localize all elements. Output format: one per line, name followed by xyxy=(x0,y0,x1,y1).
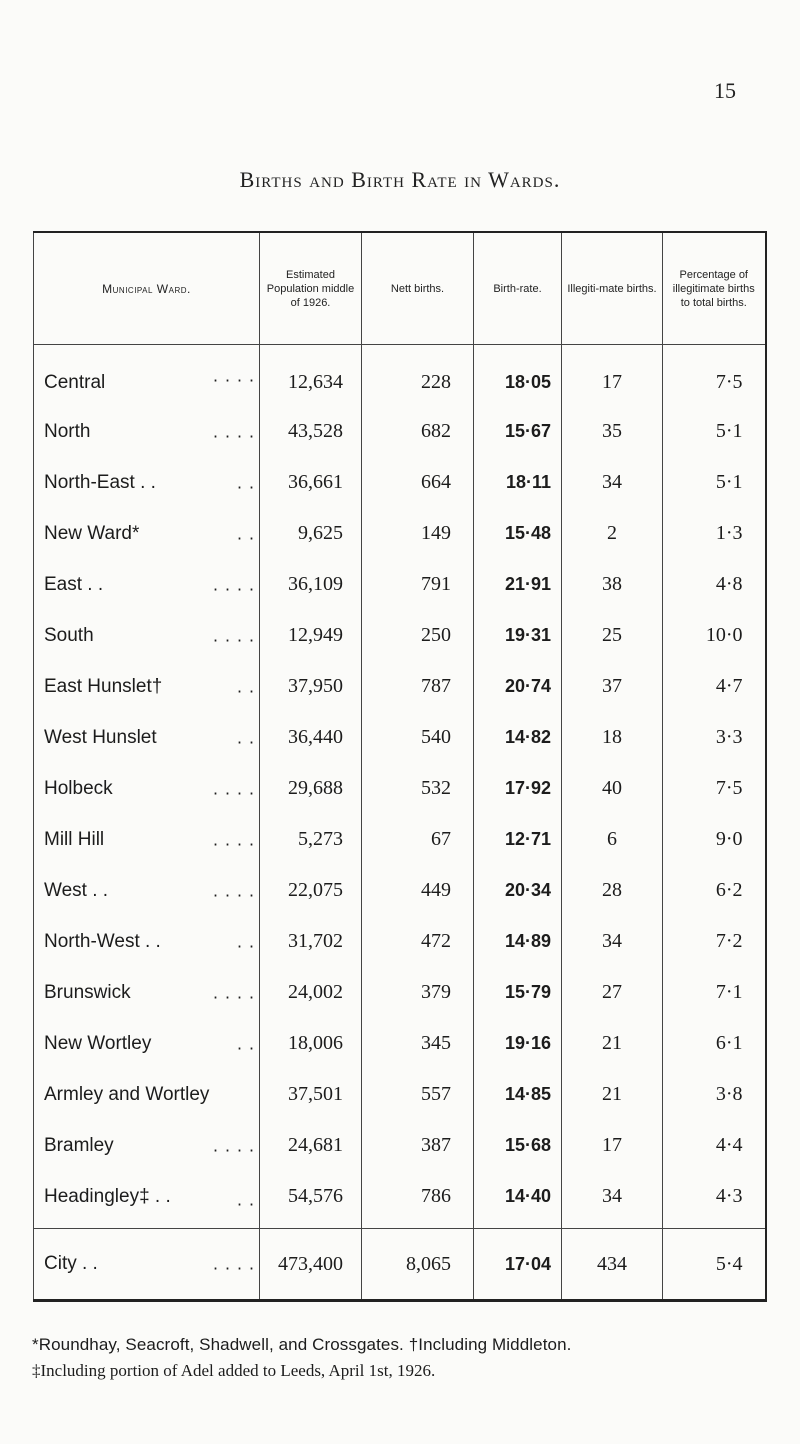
births-cell: 787 xyxy=(362,661,474,712)
births-cell: 345 xyxy=(362,1018,474,1069)
ward-name: Central xyxy=(44,371,106,393)
leader-dots: . . xyxy=(236,676,255,696)
illegitimate-cell: 18 xyxy=(562,712,663,763)
leader-dots: . . . . xyxy=(212,829,255,849)
illegitimate-cell: 25 xyxy=(562,610,663,661)
births-cell: 791 xyxy=(362,559,474,610)
births-cell: 786 xyxy=(362,1171,474,1229)
ward-cell xyxy=(34,508,260,559)
ward-name: West Hunslet xyxy=(44,726,157,748)
ward-name: New Ward* xyxy=(44,522,140,544)
percentage-cell: 9·0 xyxy=(663,814,766,865)
rate-cell: 18·05 xyxy=(474,345,562,407)
ward-cell xyxy=(34,559,260,610)
percentage-cell: 5·1 xyxy=(663,406,766,457)
births-cell: 67 xyxy=(362,814,474,865)
ward-cell xyxy=(34,865,260,916)
population-cell: 18,006 xyxy=(260,1018,362,1069)
illegitimate-cell: 28 xyxy=(562,865,663,916)
rate-cell: 20·34 xyxy=(474,865,562,916)
rate-cell: 19·16 xyxy=(474,1018,562,1069)
rate-cell: 14·40 xyxy=(474,1171,562,1229)
leader-dots: . . xyxy=(236,727,255,747)
table-row xyxy=(34,345,766,407)
ward-cell xyxy=(34,763,260,814)
illegitimate-cell: 6 xyxy=(562,814,663,865)
births-cell: 8,065 xyxy=(362,1229,474,1301)
leader-dots: . . . . xyxy=(212,1253,255,1274)
ward-name: Brunswick xyxy=(44,981,131,1003)
percentage-cell: 6·2 xyxy=(663,865,766,916)
percentage-cell: 7·5 xyxy=(663,345,766,407)
percentage-cell: 7·1 xyxy=(663,967,766,1018)
percentage-cell: 3·3 xyxy=(663,712,766,763)
ward-name: Holbeck xyxy=(44,777,113,799)
ward-name: Mill Hill xyxy=(44,828,105,850)
page-title: Births and Birth Rate in Wards. xyxy=(239,167,561,192)
ward-cell xyxy=(34,406,260,457)
births-table xyxy=(33,231,767,1302)
percentage-cell: 10·0 xyxy=(663,610,766,661)
illegitimate-cell: 38 xyxy=(562,559,663,610)
header-row xyxy=(34,232,766,345)
ward-cell xyxy=(34,967,260,1018)
ward-name: Headingley‡ . . xyxy=(44,1185,171,1207)
population-cell: 36,109 xyxy=(260,559,362,610)
rate-cell: 17·04 xyxy=(474,1229,562,1301)
ward-cell xyxy=(34,661,260,712)
leader-dots: . . xyxy=(236,1033,255,1053)
ward-cell xyxy=(34,610,260,661)
population-cell: 24,681 xyxy=(260,1120,362,1171)
population-cell: 54,576 xyxy=(260,1171,362,1229)
rate-cell: 15·48 xyxy=(474,508,562,559)
footnotes xyxy=(32,1332,772,1384)
percentage-cell: 4·4 xyxy=(663,1120,766,1171)
table-row xyxy=(34,865,766,916)
population-cell: 12,949 xyxy=(260,610,362,661)
illegitimate-cell: 21 xyxy=(562,1069,663,1120)
population-cell: 12,634 xyxy=(260,345,362,407)
population-cell: 5,273 xyxy=(260,814,362,865)
births-cell: 557 xyxy=(362,1069,474,1120)
rate-cell: 15·79 xyxy=(474,967,562,1018)
rate-cell: 14·82 xyxy=(474,712,562,763)
header-rate: Birth-rate. xyxy=(474,232,562,345)
ward-cell xyxy=(34,712,260,763)
ward-cell xyxy=(34,916,260,967)
table-header xyxy=(34,232,766,345)
births-cell: 387 xyxy=(362,1120,474,1171)
footnote-1: *Roundhay, Seacroft, Shadwell, and Crossgates. †Including Middleton. xyxy=(32,1335,572,1354)
leader-dots: . . xyxy=(236,472,255,492)
births-cell: 149 xyxy=(362,508,474,559)
leader-dots: . . . . xyxy=(212,880,255,900)
ward-name: North-East . . xyxy=(44,471,156,493)
ward-cell xyxy=(34,814,260,865)
table-body xyxy=(34,345,766,1301)
table-row xyxy=(34,406,766,457)
leader-dots: . . xyxy=(236,931,255,951)
ward-cell xyxy=(34,1120,260,1171)
ward-name: New Wortley xyxy=(44,1032,152,1054)
table-row xyxy=(34,1171,766,1229)
births-cell: 250 xyxy=(362,610,474,661)
ward-cell xyxy=(34,345,260,407)
rate-cell: 14·89 xyxy=(474,916,562,967)
illegitimate-cell: 34 xyxy=(562,457,663,508)
table-row xyxy=(34,763,766,814)
percentage-cell: 7·5 xyxy=(663,763,766,814)
rate-cell: 14·85 xyxy=(474,1069,562,1120)
illegitimate-cell: 27 xyxy=(562,967,663,1018)
illegitimate-cell: 2 xyxy=(562,508,663,559)
leader-dots: . . . . xyxy=(212,625,255,645)
header-percentage: Percentage of illegitimate births to total births. xyxy=(663,232,766,345)
percentage-cell: 1·3 xyxy=(663,508,766,559)
page-number: 15 xyxy=(714,78,736,103)
ward-name: Bramley xyxy=(44,1134,114,1156)
table-row xyxy=(34,1069,766,1120)
leader-dots: . . . . xyxy=(212,421,255,441)
percentage-cell: 5·4 xyxy=(663,1229,766,1301)
births-cell: 682 xyxy=(362,406,474,457)
percentage-cell: 5·1 xyxy=(663,457,766,508)
percentage-cell: 7·2 xyxy=(663,916,766,967)
leader-dots: . . . . xyxy=(212,982,255,1002)
ward-cell xyxy=(34,1069,260,1120)
ward-name: City . . xyxy=(44,1253,98,1274)
header-births: Nett births. xyxy=(362,232,474,345)
percentage-cell: 4·8 xyxy=(663,559,766,610)
table-row xyxy=(34,610,766,661)
percentage-cell: 4·7 xyxy=(663,661,766,712)
population-cell: 43,528 xyxy=(260,406,362,457)
population-cell: 36,661 xyxy=(260,457,362,508)
table-row xyxy=(34,661,766,712)
leader-dots: . . xyxy=(236,1189,255,1209)
leader-dots: . . . . xyxy=(212,1135,255,1155)
rate-cell: 18·11 xyxy=(474,457,562,508)
births-table-container xyxy=(33,231,765,1315)
footnote-2: ‡Including portion of Adel added to Leeds, April 1st, 1926. xyxy=(32,1361,436,1380)
population-cell: 37,950 xyxy=(260,661,362,712)
ward-name: East Hunslet† xyxy=(44,675,163,697)
rate-cell: 15·67 xyxy=(474,406,562,457)
population-cell: 22,075 xyxy=(260,865,362,916)
ward-cell xyxy=(34,1171,260,1229)
illegitimate-cell: 35 xyxy=(562,406,663,457)
ward-cell xyxy=(34,1018,260,1069)
illegitimate-cell: 34 xyxy=(562,1171,663,1229)
leader-dots: . . xyxy=(236,523,255,543)
illegitimate-cell: 17 xyxy=(562,345,663,407)
rate-cell: 12·71 xyxy=(474,814,562,865)
births-cell: 379 xyxy=(362,967,474,1018)
header-population: Estimated Population middle of 1926. xyxy=(260,232,362,345)
population-cell: 24,002 xyxy=(260,967,362,1018)
births-cell: 472 xyxy=(362,916,474,967)
births-cell: 664 xyxy=(362,457,474,508)
illegitimate-cell: 21 xyxy=(562,1018,663,1069)
population-cell: 473,400 xyxy=(260,1229,362,1301)
illegitimate-cell: 34 xyxy=(562,916,663,967)
ward-cell xyxy=(34,1229,260,1301)
ward-name: North xyxy=(44,420,91,442)
table-row xyxy=(34,967,766,1018)
leader-dots: . . . . xyxy=(212,365,255,385)
table-row xyxy=(34,457,766,508)
percentage-cell: 4·3 xyxy=(663,1171,766,1229)
rate-cell: 21·91 xyxy=(474,559,562,610)
table-row xyxy=(34,814,766,865)
table-row xyxy=(34,1120,766,1171)
births-cell: 532 xyxy=(362,763,474,814)
ward-name: West . . xyxy=(44,879,109,901)
rate-cell: 20·74 xyxy=(474,661,562,712)
table-row xyxy=(34,508,766,559)
total-row xyxy=(34,1229,766,1301)
births-cell: 540 xyxy=(362,712,474,763)
table-row xyxy=(34,916,766,967)
ward-name: East . . xyxy=(44,573,104,595)
population-cell: 36,440 xyxy=(260,712,362,763)
table-row xyxy=(34,1018,766,1069)
population-cell: 29,688 xyxy=(260,763,362,814)
illegitimate-cell: 40 xyxy=(562,763,663,814)
births-cell: 449 xyxy=(362,865,474,916)
table-row xyxy=(34,559,766,610)
population-cell: 9,625 xyxy=(260,508,362,559)
illegitimate-cell: 17 xyxy=(562,1120,663,1171)
ward-cell xyxy=(34,457,260,508)
rate-cell: 15·68 xyxy=(474,1120,562,1171)
leader-dots: . . . . xyxy=(212,574,255,594)
leader-dots: . . . . xyxy=(212,778,255,798)
header-illegitimate: Illegiti-mate births. xyxy=(562,232,663,345)
population-cell: 37,501 xyxy=(260,1069,362,1120)
births-cell: 228 xyxy=(362,345,474,407)
ward-name: South xyxy=(44,624,94,646)
percentage-cell: 6·1 xyxy=(663,1018,766,1069)
table-row xyxy=(34,712,766,763)
ward-name: Armley and Wortley xyxy=(44,1083,210,1105)
illegitimate-cell: 37 xyxy=(562,661,663,712)
rate-cell: 19·31 xyxy=(474,610,562,661)
population-cell: 31,702 xyxy=(260,916,362,967)
ward-name: North-West . . xyxy=(44,930,161,952)
illegitimate-cell: 434 xyxy=(562,1229,663,1301)
rate-cell: 17·92 xyxy=(474,763,562,814)
percentage-cell: 3·8 xyxy=(663,1069,766,1120)
header-ward: Municipal Ward. xyxy=(34,232,260,345)
